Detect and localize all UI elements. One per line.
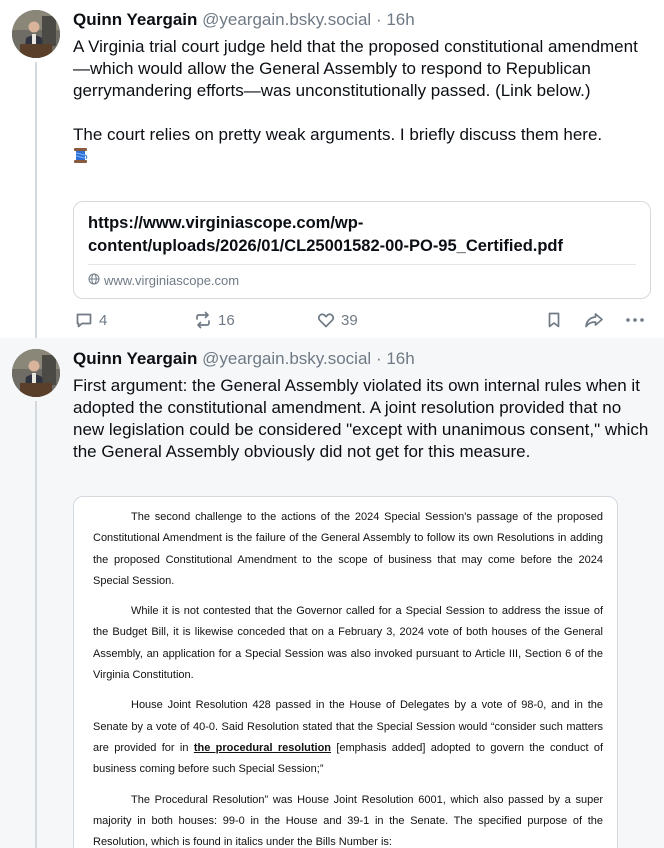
link-preview-domain-row	[88, 272, 239, 290]
repost-arrows-icon	[194, 311, 212, 329]
repost-count: 16	[218, 311, 235, 329]
post-1[interactable]	[0, 0, 664, 338]
post-timestamp[interactable]: 16h	[386, 349, 415, 368]
share-button[interactable]	[584, 311, 604, 329]
like-button[interactable]	[317, 311, 358, 329]
document-text	[93, 507, 603, 848]
post-2[interactable]	[0, 338, 664, 848]
thread-spool-emoji	[73, 147, 88, 164]
document-paragraph: While it is not contested that the Governor called for a Special Session to address the issue of the Budget Bill, it is likewise conceded that on a February 3, 2024 vote of both houses of the General Assembly, an application for a Special Session was also invoked pursuant to Article III, Section 6 of the Virginia Constitution.	[93, 605, 603, 682]
post-text	[73, 375, 653, 463]
ellipsis-icon	[625, 311, 645, 329]
post-timestamp[interactable]: 16h	[386, 10, 415, 29]
header-separator: ·	[375, 349, 382, 368]
bookmark-icon	[545, 311, 563, 329]
header-separator: ·	[375, 10, 382, 29]
document-paragraph: The second challenge to the actions of the 2024 Special Session's passage of the proposed Constitutional Amendment is the failure of the General Assembly to follow its own Resolutions in adding the proposed Constitutional Amendment to the scope of business that may come before the 2024 Special Session.	[93, 511, 603, 587]
speech-bubble-icon	[75, 311, 93, 329]
author-handle[interactable]: @yeargain.bsky.social	[202, 10, 372, 29]
post-action-bar	[73, 311, 653, 331]
document-paragraph	[93, 695, 603, 780]
author-avatar[interactable]	[12, 349, 60, 397]
reply-count: 4	[99, 311, 108, 329]
post-header	[73, 348, 415, 370]
globe-icon	[88, 272, 100, 290]
thread-connector-line	[35, 401, 37, 848]
link-preview-divider	[88, 264, 636, 265]
more-options-button[interactable]	[625, 311, 645, 329]
link-preview-title[interactable]: https://www.virginiascope.com/wp-content/uploads/2026/01/CL25001582-00-PO-95_Certified.pdf	[88, 214, 564, 255]
document-text-run: House Joint Resolution 428 passed in the House of Delegates by a vote of 98-0, and in the Senate by a vote of 40-0. Said Resolution stated that the Special Session would “consider such matters are provided for in	[93, 699, 603, 754]
author-avatar[interactable]	[12, 10, 60, 58]
document-text-run: [emphasis added] adopted to govern the conduct of business coming before such Special Session;”	[93, 741, 604, 776]
document-emphasis: the procedural resolution	[193, 741, 332, 754]
attached-document-image[interactable]	[73, 496, 618, 848]
post-paragraph: A Virginia trial court judge held that the proposed constitutional amendment—which would allow the General Assembly to respond to Republican gerrymandering efforts—was unconstitutionally passed. (Link below.)	[73, 37, 638, 100]
repost-button[interactable]	[194, 311, 235, 329]
post-paragraph: The court relies on pretty weak arguments. I briefly discuss them here.	[73, 125, 603, 144]
link-preview-domain: www.virginiascope.com	[104, 273, 240, 288]
post-text	[73, 36, 653, 168]
author-name[interactable]: Quinn Yeargain	[73, 10, 198, 29]
reply-button[interactable]	[75, 311, 107, 329]
thread-connector-line	[35, 62, 37, 338]
share-arrow-icon	[584, 311, 604, 329]
bookmark-button[interactable]	[545, 311, 563, 329]
heart-icon	[317, 311, 335, 329]
author-name[interactable]: Quinn Yeargain	[73, 349, 198, 368]
like-count: 39	[341, 311, 358, 329]
post-header	[73, 9, 415, 31]
post-paragraph: First argument: the General Assembly violated its own internal rules when it adopted the constitutional amendment. A joint resolution provided that no new legislation could be considered "except with unanimous consent," which the General Assembly obviously did not get for this measure.	[73, 376, 649, 461]
author-handle[interactable]: @yeargain.bsky.social	[202, 349, 372, 368]
link-preview-card[interactable]	[73, 201, 651, 299]
document-paragraph: The Procedural Resolution” was House Joint Resolution 6001, which also passed by a super majority in both houses: 99-0 in the House and 39-1 in the Senate. The specified purpose of the Resolution, which is found in italics under the Bills Number is:	[93, 793, 603, 848]
